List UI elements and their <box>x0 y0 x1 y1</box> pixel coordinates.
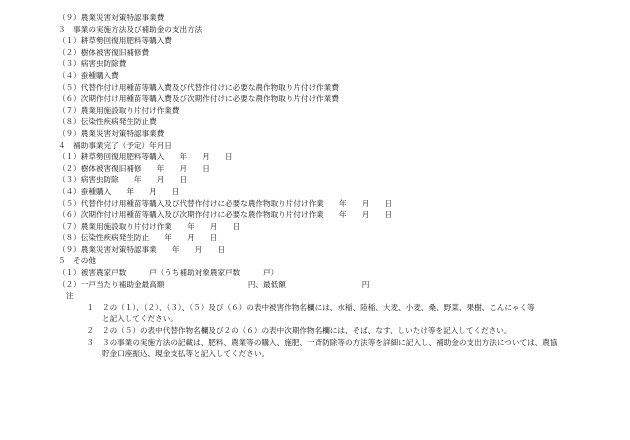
note-continuation: 貯金口座振込、現金支払等と記入してください。 <box>102 349 270 359</box>
note-number: ３ <box>86 337 94 347</box>
list-item: （７）農業用施設取り片付け作業 年 月 日 <box>58 221 241 231</box>
note-text: ３の事業の実施方法の記載は、肥料、農業等の購入、施肥、一斉防除等の方法等を詳細に記入し、補助金の支出方法については、農協 <box>102 337 558 347</box>
list-item: （９）農業災害対策特認事業費 <box>58 13 165 22</box>
notes-heading: 注 <box>66 291 74 301</box>
note-text: ２の（１）、（２）、（３）、（５）及び（６）の表中被害作物名欄には、水稲、陸稲、大麦、小麦、桑、野菜、果樹、こんにゃく等 <box>102 302 535 312</box>
note-continuation: と記入してください。 <box>102 314 178 324</box>
note-item <box>56 302 616 325</box>
section-heading: ３ 事業の実施方法及び補助金の支出方法 <box>58 24 203 34</box>
list-item: （２）一戸当たり補助金最高額 円、最低額 円 <box>58 279 370 289</box>
document-body <box>56 12 616 360</box>
list-item: （４）蚕種購入 年 月 日 <box>58 186 180 196</box>
list-item: （３）病害虫防除費 <box>58 59 127 69</box>
list-item: （１）耕草勢回復用肥料等購入費 <box>58 36 172 46</box>
section-heading: ５ その他 <box>58 256 96 266</box>
list-item: （９）農業災害対策特認事業 年 月 日 <box>58 244 226 254</box>
list-item: （１）被害農家戸数 戸（うち補助対象農家戸数 戸） <box>58 268 279 278</box>
list-item: （８）伝染性疾病発生防止費 <box>58 117 157 127</box>
list-item: （７）農業用施設取り片付け作業費 <box>58 105 180 115</box>
list-item: （３）病害虫防除 年 月 日 <box>58 175 188 185</box>
note-text: ２の（５）の表中代替作物名欄及び２の（６）の表中次期作物名欄には、そば、なす、しいたけ等を記入してください。 <box>102 326 512 336</box>
list-item: （１）耕草勢回復用肥料等購入 年 月 日 <box>58 152 233 162</box>
list-item: （４）蚕種購入費 <box>58 70 119 80</box>
note-item <box>56 325 616 337</box>
note-number: ２ <box>86 326 94 336</box>
section-heading: ４ 補助事業完了（予定）年月日 <box>58 140 172 150</box>
note-number: １ <box>86 302 94 312</box>
list-item: （８）伝染性疾病発生防止 年 月 日 <box>58 233 218 243</box>
list-item: （２）樹体被害復旧補修費 <box>58 47 150 57</box>
list-item: （６）次期作付け用種苗等購入費及び次期作付けに必要な農作物取り片付け作業費 <box>58 94 339 104</box>
note-item <box>56 337 616 360</box>
list-item: （６）次期作付け用種苗等購入及び次期作付けに必要な農作物取り片付け作業 年 月 日 <box>58 210 393 220</box>
list-item: （５）代替作付け用種苗等購入費及び代替作付けに必要な農作物取り片付け作業費 <box>58 82 339 92</box>
list-item: （５）代替作付け用種苗等購入及び代替作付けに必要な農作物取り片付け作業 年 月 日 <box>58 198 393 208</box>
list-item: （２）樹体被害復旧補修 年 月 日 <box>58 163 210 173</box>
list-item: （９）農業災害対策特認事業費 <box>58 128 165 138</box>
